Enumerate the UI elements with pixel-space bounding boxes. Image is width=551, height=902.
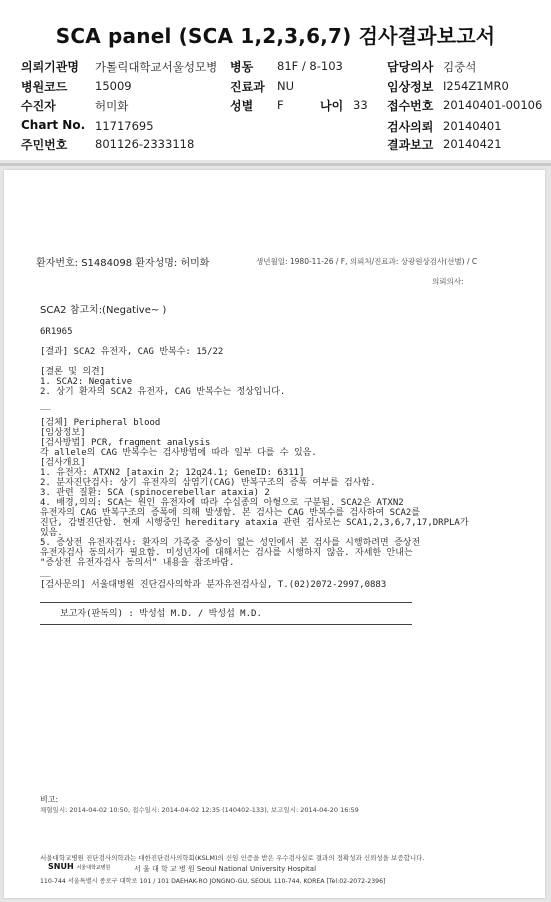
body-line: [임상정보] [40, 428, 86, 438]
value-hospital-code: 15009 [95, 79, 132, 93]
requesting-doctor: 의뢰의사: [432, 277, 464, 286]
value-chart-no: 11717695 [95, 119, 154, 133]
body-line: 진단, 감별진단함. 현재 시행중인 hereditary ataxia 관련 검사로는 SCA1,2,3,6,7,17,DRPLA가 [40, 518, 469, 528]
label-sex: 성별 [230, 99, 254, 113]
patient-info-line: 환자번호: S1484098 환자성명: 허미화 [36, 258, 210, 269]
body-line: 3. 관련 질환: SCA (spinocerebellar ataxia) 2 [40, 488, 270, 498]
body-line: 5. 증상전 유전자검사: 환자의 가족중 증상이 없는 성인에서 본 검사를 시행하려면 증상전 [40, 538, 421, 548]
label-patient: 수진자 [21, 99, 56, 113]
hospital-name-line: 서 울 대 학 교 병 원 Seoul National University Hospital [134, 865, 317, 873]
value-clinical-info: I254Z1MR0 [443, 79, 509, 93]
label-chart-no: Chart No. [21, 118, 86, 132]
reporter-line: 보고자(판독의) : 박성섭 M.D. / 박성섭 M.D. [60, 609, 262, 619]
body-line: [검체] Peripheral blood [40, 418, 161, 428]
value-sex: F [277, 98, 284, 112]
scanned-report [4, 170, 545, 898]
label-resident-number: 주민번호 [21, 138, 68, 152]
header-divider [0, 163, 551, 166]
reference-value: SCA2 참고치:(Negative~ ) [40, 305, 167, 316]
patient-info-line-2: 생년월일: 1980-11-26 / F, 의뢰처/진료과: 상광원상검사(선별) / C [256, 257, 478, 266]
label-receipt-number: 접수번호 [387, 99, 434, 113]
body-line: 있음. [40, 528, 63, 538]
specimen-code: 6R1965 [40, 327, 73, 337]
value-patient: 허미화 [95, 99, 129, 113]
dates-line: 채혈일시: 2014-04-02 10:50, 접수일시: 2014-04-02 12:35 (140402-133), 보고일시: 2014-04-20 16:59 [40, 806, 359, 814]
value-requesting-institution: 가톨릭대학교서울성모병 [95, 60, 218, 74]
value-result-report-date: 20140421 [443, 137, 502, 151]
result-line: [결과] SCA2 유전자, CAG 반복수: 15/22 [40, 347, 224, 357]
body-line: 4. 배경,의의: SCA는 원인 유전자에 따라 수십종의 아형으로 구분됨. SCA2은 ATXN2 [40, 498, 404, 508]
label-ward: 병동 [230, 60, 254, 74]
body-line: 1. 유전자: ATXN2 [ataxin 2; 12q24.1; GeneID: 6311] [40, 468, 305, 478]
body-line: "증상전 유전자검사 동의서" 내용을 참조바람. [40, 558, 235, 568]
value-department: NU [277, 79, 295, 93]
body-line: __ [40, 568, 51, 578]
label-attending-doctor: 담당의사 [387, 60, 434, 74]
body-line: [결론 및 의견] [40, 367, 106, 377]
body-line: [검사개요] [40, 458, 86, 468]
body-line: [검사방법] PCR, fragment analysis [40, 438, 211, 448]
value-ward: 81F / 8-103 [277, 59, 343, 73]
value-age: 33 [353, 98, 368, 112]
label-clinical-info: 임상정보 [387, 80, 434, 94]
value-receipt-number: 20140401-00106 [443, 98, 543, 112]
report-header [0, 0, 551, 160]
rule-bottom [40, 624, 412, 625]
rule-top [40, 602, 412, 603]
label-department: 진료과 [230, 80, 265, 94]
body-line: 유전자검사 동의서가 필요함. 미성년자에 대해서는 검사를 시행하지 않음. 자세한 안내는 [40, 548, 413, 558]
label-result-report-date: 결과보고 [387, 138, 434, 152]
body-line: 각 allele의 CAG 반복수는 검사방법에 따라 일부 다를 수 있음. [40, 448, 317, 458]
value-test-request-date: 20140401 [443, 119, 502, 133]
value-resident-number: 801126-2333118 [95, 137, 195, 151]
label-requesting-institution: 의뢰기관명 [21, 60, 79, 74]
label-test-request-date: 검사의뢰 [387, 120, 434, 134]
value-attending-doctor: 김중석 [443, 60, 477, 74]
label-age: 나이 [320, 99, 344, 113]
inquiry-line: [검사문의] 서울대병원 진단검사의학과 분자유전검사실, T.(02)2072-2997,0883 [40, 580, 387, 590]
body-line: 2. 상기 환자의 SCA2 유전자, CAG 반복수는 정상입니다. [40, 387, 286, 397]
body-line: __ [40, 401, 51, 411]
logo-subtext: 서울대학교병원 [76, 865, 111, 871]
label-hospital-code: 병원코드 [21, 80, 68, 94]
body-line: 2. 분자진단검사: 상기 유전자의 삼염기(CAG) 반복구조의 증폭 여부를 검사함. [40, 478, 376, 488]
snuh-logo [48, 862, 110, 871]
remark-label: 비고: [40, 795, 59, 804]
page-title: SCA panel (SCA 1,2,3,6,7) 검사결과보고서 [55, 24, 496, 48]
certification-line: 서울대학교병원 진단검사의학과는 대한진단검사의학회(KSLM)의 신임 인증을 받은 우수검사실로 결과의 정확성과 신뢰성을 보증합니다. [40, 854, 425, 862]
address-line: 110-744 서울특별시 종로구 대학로 101 / 101 DAEHAK-RO JONGNO-GU, SEOUL 110-744, KOREA [Tel:02-2072-2396] [40, 878, 386, 885]
body-line: 유전자의 CAG 반복구조의 증폭에 의해 발생함. 본 검사는 CAG 반복수를 검사하여 SCA2를 [40, 508, 421, 518]
body-line: 1. SCA2: Negative [40, 377, 133, 387]
logo-text: SNUH [48, 862, 74, 871]
